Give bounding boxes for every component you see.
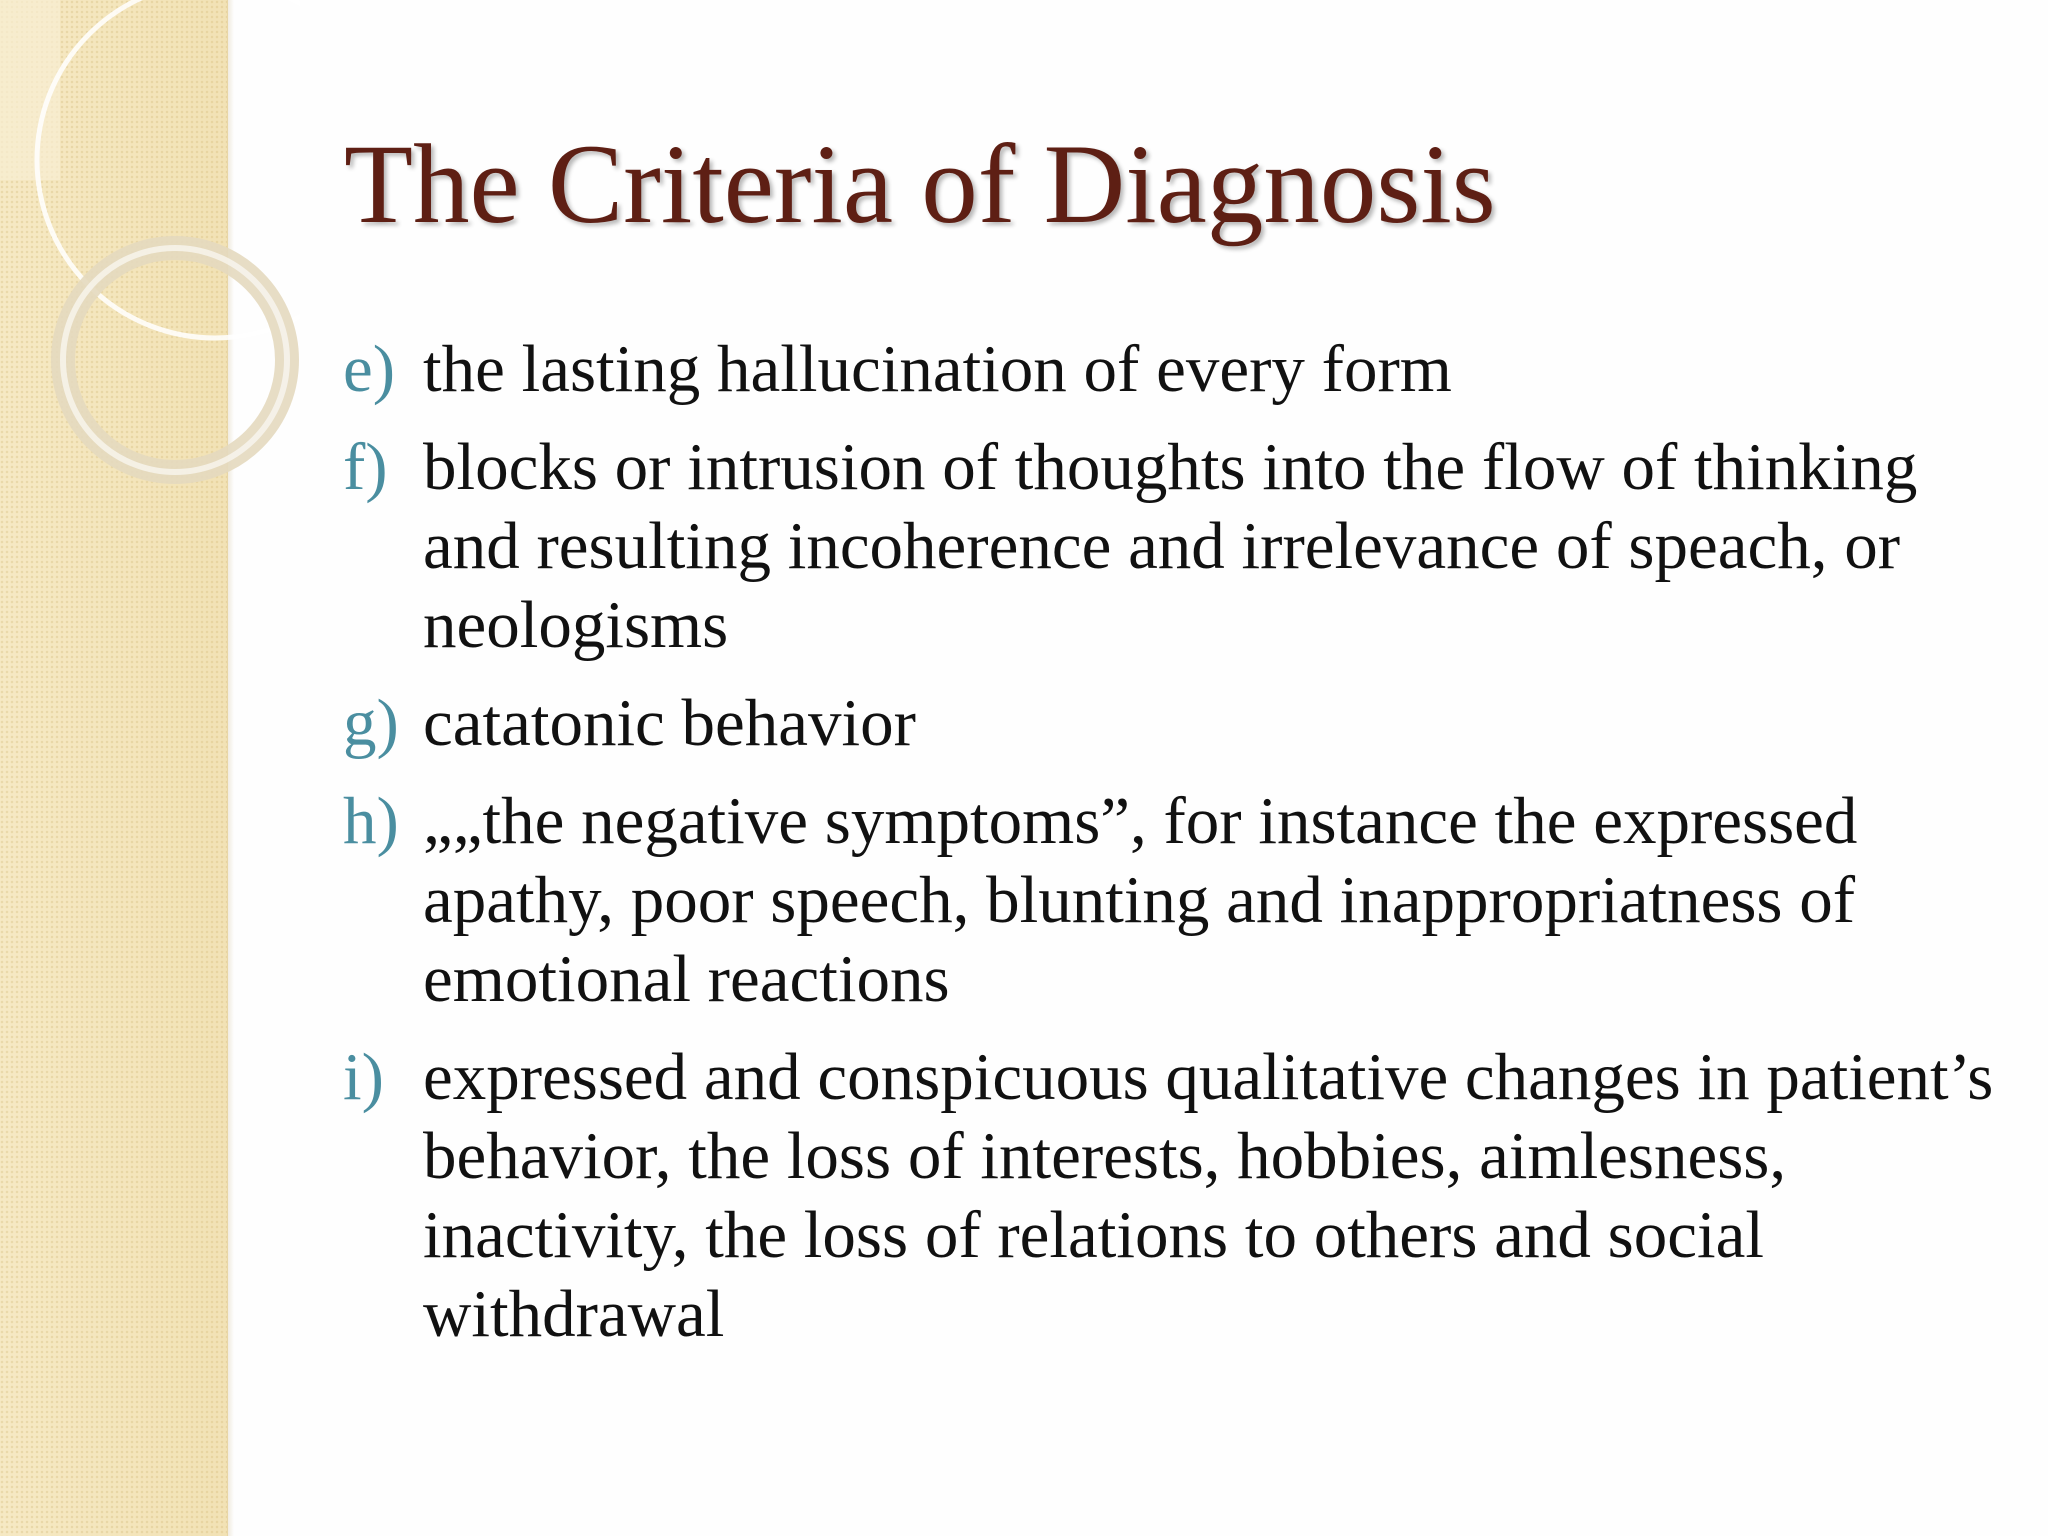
criteria-item-h [343,782,2003,1019]
criteria-item-i [343,1038,2003,1354]
criteria-item-e [343,330,2003,409]
item-text: the lasting hallucination of every form [423,332,1452,406]
item-letter: i) [343,1040,384,1114]
item-letter: e) [343,332,396,406]
criteria-item-g [343,684,2003,763]
criteria-list [343,330,2003,1373]
item-text: catatonic behavior [423,686,916,760]
slide-title: The Criteria of Diagnosis [344,122,1496,247]
item-text: expressed and conspicuous qualitative changes in patient’s behavior, the loss of interests, hobbies, aimlesness, inactivity, the loss of relations to others and social withdrawal [423,1040,1994,1351]
criteria-item-f [343,428,2003,665]
decorative-rings-icon [0,0,300,520]
item-letter: h) [343,784,399,858]
item-text: „„the negative symptoms”, for instance the expressed apathy, poor speech, blunting and inappropriatness of emotional reactions [423,784,1858,1016]
item-text: blocks or intrusion of thoughts into the flow of thinking and resulting incoherence and irrelevance of speach, or neologisms [423,430,1918,662]
item-letter: f) [343,430,388,504]
item-letter: g) [343,686,399,760]
